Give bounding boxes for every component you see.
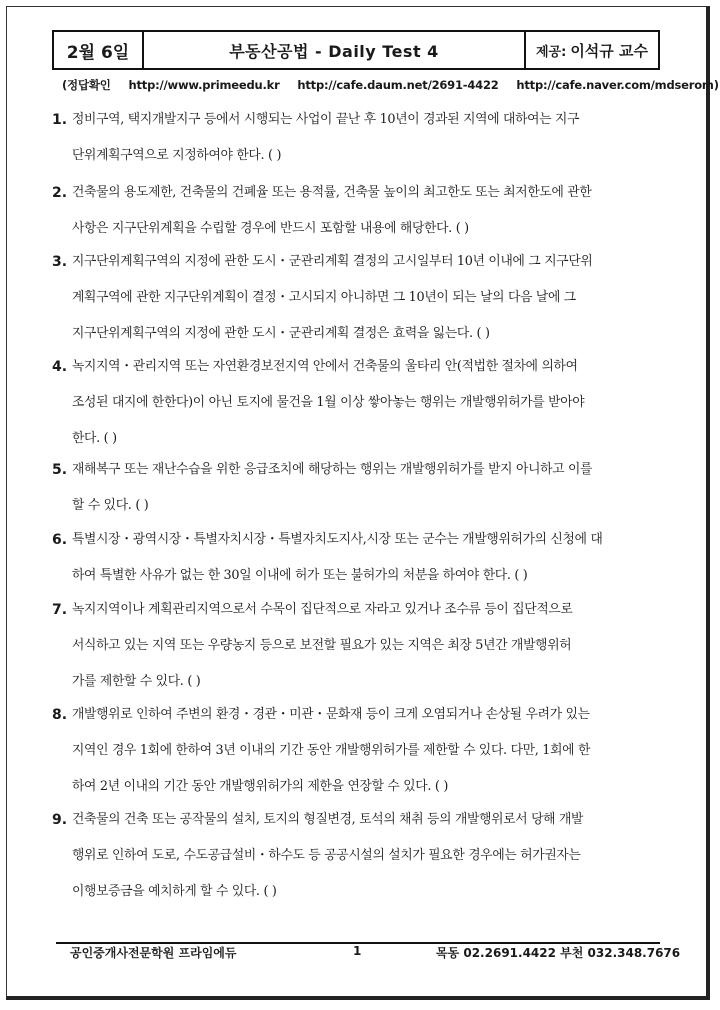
answer-links xyxy=(62,77,719,93)
question-number: 2. xyxy=(52,185,68,201)
question-line: 사항은 지구단위계획을 수립할 경우에 반드시 포함할 내용에 해당한다. ( ) xyxy=(72,221,469,236)
question-4 xyxy=(52,357,662,465)
question-number: 5. xyxy=(52,462,68,478)
question-number: 6. xyxy=(52,532,68,548)
question-line: 하여 2년 이내의 기간 동안 개발행위허가의 제한을 연장할 수 있다. ( ) xyxy=(72,779,449,794)
professor-label: 제공: xyxy=(535,44,567,60)
question-text xyxy=(72,252,662,344)
answer-link-daum-cafe[interactable]: http://cafe.daum.net/2691-4422 xyxy=(297,78,499,92)
question-line: 특별시장・광역시장・특별자치시장・특별자치도지사,시장 또는 군수는 개발행위허가의 신청에 대 xyxy=(72,532,603,547)
question-line: 지역인 경우 1회에 한하여 3년 이내의 기간 동안 개발행위허가를 제한할 수 있다. 다만, 1회에 한 xyxy=(72,743,591,758)
question-number: 8. xyxy=(52,707,68,723)
question-line: 녹지지역・관리지역 또는 자연환경보전지역 안에서 건축물의 울타리 안(적법한 절차에 의하여 xyxy=(72,359,578,374)
question-5 xyxy=(52,460,662,532)
question-number: 4. xyxy=(52,359,68,375)
answer-label: (정답확인 xyxy=(62,78,111,92)
question-line: 녹지지역이나 계획관리지역으로서 수목이 집단적으로 자라고 있거나 조수류 등이 집단적으로 xyxy=(72,602,573,617)
question-number: 1. xyxy=(52,112,68,128)
question-text xyxy=(72,110,662,166)
question-number: 9. xyxy=(52,812,68,828)
question-line: 개발행위로 인하여 주변의 환경・경관・미관・문화재 등이 크게 오염되거나 손상될 우려가 있는 xyxy=(72,707,590,722)
question-text xyxy=(72,460,662,516)
question-line: 이행보증금을 예치하게 할 수 있다. ( ) xyxy=(72,884,277,899)
question-line: 재해복구 또는 재난수습을 위한 응급조치에 해당하는 행위는 개발행위허가를 받지 아니하고 이를 xyxy=(72,462,593,477)
question-line: 계획구역에 관한 지구단위계획이 결정・고시되지 아니하면 그 10년이 되는 날의 다음 날에 그 xyxy=(72,290,576,305)
footer-contacts: 목동 02.2691.4422 부천 032.348.7676 xyxy=(436,946,681,960)
question-6 xyxy=(52,530,662,602)
professor-name: 이석규 교수 xyxy=(570,41,648,60)
question-text xyxy=(72,357,662,449)
question-9 xyxy=(52,810,662,918)
footer-academy: 공인중개사전문학원 프라임에듀 xyxy=(70,946,237,960)
question-text xyxy=(72,705,662,797)
question-line: 할 수 있다. ( ) xyxy=(72,498,149,513)
question-7 xyxy=(52,600,662,708)
question-line: 가를 제한할 수 있다. ( ) xyxy=(72,674,201,689)
question-2 xyxy=(52,183,662,255)
question-line: 행위로 인하여 도로, 수도공급설비・하수도 등 공공시설의 설치가 필요한 경우에는 허가권자는 xyxy=(72,848,581,863)
question-line: 조성된 대지에 한한다)이 아닌 토지에 물건을 1월 이상 쌓아놓는 행위는 개발행위허가를 받아야 xyxy=(72,395,585,410)
question-text xyxy=(72,530,662,586)
question-number: 7. xyxy=(52,602,68,618)
question-3 xyxy=(52,252,662,360)
question-line: 건축물의 용도제한, 건축물의 건폐율 또는 용적률, 건축물 높이의 최고한도 또는 최저한도에 관한 xyxy=(72,185,592,200)
question-line: 하여 특별한 사유가 없는 한 30일 이내에 허가 또는 불허가의 처분을 하여야 한다. ( ) xyxy=(72,568,528,583)
page-number: 1 xyxy=(353,944,362,958)
header-table xyxy=(52,30,660,70)
question-text xyxy=(72,183,662,239)
answer-link-naver-cafe[interactable]: http://cafe.naver.com/mdserom) xyxy=(516,78,719,92)
question-line: 지구단위계획구역의 지정에 관한 도시・군관리계획 결정의 고시일부터 10년 이내에 그 지구단위 xyxy=(72,254,593,269)
question-line: 정비구역, 택지개발지구 등에서 시행되는 사업이 끝난 후 10년이 경과된 지역에 대하여는 지구 xyxy=(72,112,580,127)
question-8 xyxy=(52,705,662,813)
question-text xyxy=(72,600,662,692)
question-number: 3. xyxy=(52,254,68,270)
question-line: 건축물의 건축 또는 공작물의 설치, 토지의 형질변경, 토석의 채취 등의 개발행위로서 당해 개발 xyxy=(72,812,584,827)
question-line: 서식하고 있는 지역 또는 우량농지 등으로 보전할 필요가 있는 지역은 최장 5년간 개발행위허 xyxy=(72,638,572,653)
question-1 xyxy=(52,110,662,182)
question-line: 한다. ( ) xyxy=(72,431,117,446)
test-date: 2월 6일 xyxy=(54,32,144,68)
test-title: 부동산공법 - Daily Test 4 xyxy=(144,32,526,68)
question-text xyxy=(72,810,662,902)
question-line: 지구단위계획구역의 지정에 관한 도시・군관리계획 결정은 효력을 잃는다. ( ) xyxy=(72,326,490,341)
question-line: 단위계획구역으로 지정하여야 한다. ( ) xyxy=(72,148,282,163)
answer-link-primeedu[interactable]: http://www.primeedu.kr xyxy=(128,78,280,92)
professor-credit xyxy=(526,32,658,68)
